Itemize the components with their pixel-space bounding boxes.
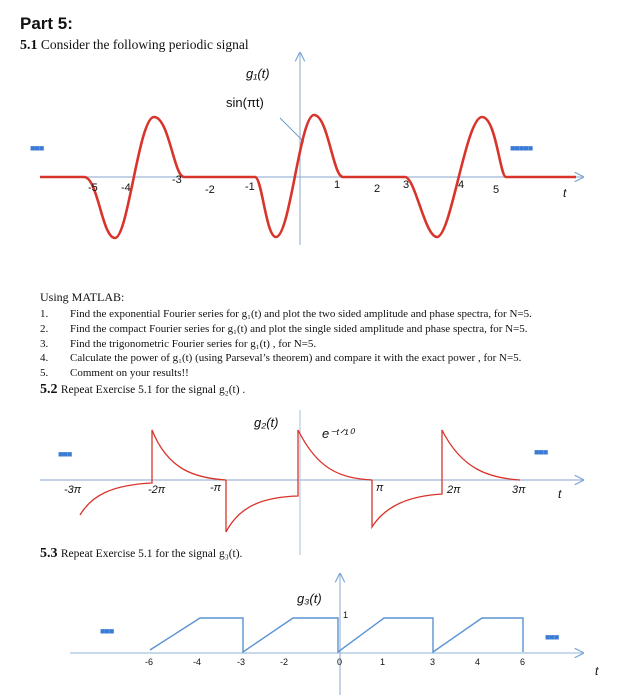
graph2-dots-left: ■■■ — [58, 449, 72, 459]
part-title: Part 5: — [20, 14, 73, 33]
graph3-tick: 1 — [380, 657, 386, 667]
graph1-dots-left: ■■■ — [30, 143, 44, 153]
section-5-2-number: 5.2 — [40, 382, 58, 397]
graph3-dots-right: ■■■ — [545, 632, 559, 642]
section-5-1-text: Consider the following periodic signal — [40, 37, 249, 52]
section-5-3 — [40, 545, 242, 562]
graph3-tick: -3 — [237, 657, 246, 667]
task-text: Comment on your results!! — [70, 367, 189, 380]
graph3-signal — [150, 618, 523, 652]
graph3-tick: -2 — [280, 657, 289, 667]
graph3-tick: 0 — [337, 657, 343, 667]
graph1-tick: -4 — [121, 182, 131, 194]
graph1-tick: 5 — [493, 184, 500, 196]
task-list — [40, 307, 600, 381]
task-item — [40, 351, 600, 366]
graph3-one-label: 1 — [343, 610, 349, 620]
task-number: 5. — [40, 367, 49, 380]
graph2-tick: -2π — [148, 484, 166, 496]
graph1-tick: 2 — [374, 183, 381, 195]
using-matlab-heading: Using MATLAB: — [40, 290, 125, 304]
task-number: 3. — [40, 337, 49, 350]
graph2-tick: π — [376, 482, 384, 494]
task-text: Find the exponential Fourier series for g₁(t) and plot the two sided amplitude and phase spectra, for N=5. — [70, 308, 532, 320]
graph1-tick: -2 — [205, 184, 215, 196]
graph1-tick: -3 — [172, 174, 182, 186]
task-item — [40, 307, 600, 322]
graph1-tick: 1 — [334, 179, 341, 191]
section-5-3-number: 5.3 — [40, 546, 58, 561]
graph2-tick: 3π — [512, 484, 526, 496]
graph3-tick: -4 — [193, 657, 202, 667]
graph3-tick: 4 — [475, 657, 481, 667]
graph3-dots-left: ■■■ — [100, 626, 114, 636]
graph2-t-label: t — [558, 487, 562, 501]
graph1-tick: 4 — [458, 179, 465, 191]
section-5-2-text: Repeat Exercise 5.1 for the signal g₂(t) . — [60, 384, 246, 396]
graph1-tick: 3 — [403, 179, 410, 191]
task-number: 1. — [40, 308, 49, 320]
graph2-exp-label: e⁻ᵗᐟ¹⁰ — [322, 426, 354, 441]
graph2-tick: -π — [210, 482, 222, 494]
section-5-2 — [40, 381, 245, 398]
graph1-tick: -1 — [245, 181, 255, 193]
section-5-3-text: Repeat Exercise 5.1 for the signal g₃(t). — [60, 548, 243, 560]
graph2-tick: -3π — [64, 484, 82, 496]
graph3-t-label: t — [595, 664, 599, 678]
graph3-tick: 6 — [520, 657, 526, 667]
task-item — [40, 322, 600, 337]
graph2-tick: 2π — [447, 484, 461, 496]
graph1-dots-right: ■■■■■ — [510, 143, 533, 153]
task-text: Find the compact Fourier series for g₁(t) and plot the single sided amplitude and phase spectra, for N=5. — [70, 322, 528, 335]
task-text: Find the trigonometric Fourier series for g₁(t) , for N=5. — [70, 337, 317, 350]
graph1-sin-label: sin(πt) — [226, 95, 264, 110]
graph2-g-label: g₂(t) — [254, 415, 279, 430]
task-text: Calculate the power of g₁(t) (using Parseval’s theorem) and compare it with the exact power , for N=5. — [70, 352, 522, 365]
section-5-1-number: 5.1 — [20, 38, 38, 53]
graph1-g-label: g₁(t) — [246, 66, 270, 81]
graph1-t-label: t — [563, 186, 567, 200]
graph1-tick: -5 — [88, 182, 98, 194]
task-item — [40, 366, 600, 381]
task-number: 4. — [40, 352, 49, 365]
task-item — [40, 337, 600, 352]
graph2-dots-right: ■■■ — [534, 447, 548, 457]
graph3-tick: -6 — [145, 657, 154, 667]
graph3-ticks — [145, 657, 525, 667]
graph3-g-label: g₃(t) — [297, 591, 322, 606]
task-number: 2. — [40, 322, 49, 335]
graph3-tick: 3 — [430, 657, 436, 667]
